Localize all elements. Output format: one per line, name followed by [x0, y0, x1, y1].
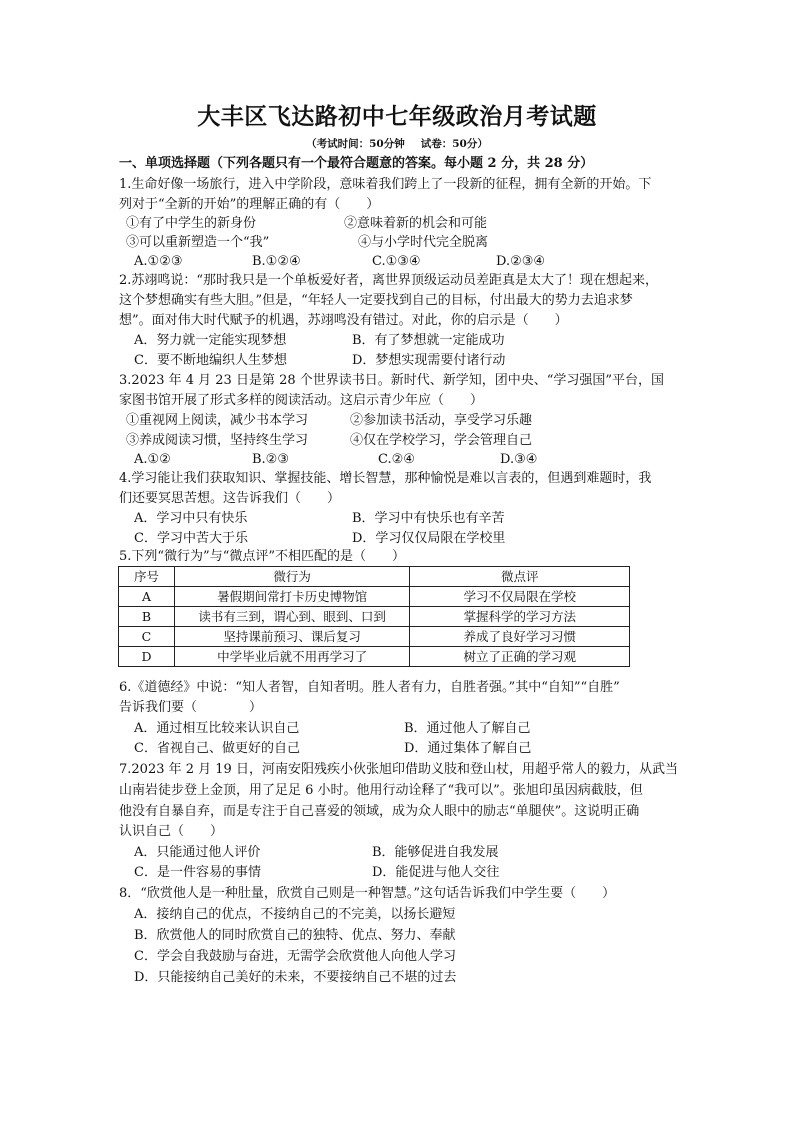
- exam-score: 试卷：50分）: [420, 138, 488, 150]
- table-header: 微点评: [410, 567, 630, 587]
- q4-option-b: B．学习中有快乐也有辛苦: [352, 511, 505, 526]
- table-header-row: [119, 567, 630, 587]
- q3-option-b: B.②③: [252, 452, 289, 467]
- table-row: [119, 647, 630, 667]
- table-row: [119, 607, 630, 627]
- q7-option-b: B．能够促进自我发展: [372, 845, 499, 860]
- q2-option-a: A．努力就一定能实现梦想: [134, 333, 287, 348]
- section-heading: 一、单项选择题（下列各题只有一个最符合题意的答案。每小题 2 分，共 28 分）: [119, 156, 594, 171]
- q4-option-a: A．学习中只有快乐: [134, 511, 248, 526]
- q7-option-c: C．是一件容易的事情: [134, 865, 261, 880]
- q8-option-b: B．欣赏他人的同时欣赏自己的独特、优点、努力、奉献: [134, 928, 456, 943]
- table-row: [119, 627, 630, 647]
- q1-statement-2: ②意味着新的机会和可能: [344, 216, 488, 231]
- q3-statement-4: ④仅在学校学习，学会管理自己: [350, 433, 533, 448]
- q2-option-d: D．梦想实现需要付诸行动: [352, 353, 506, 368]
- q4-option-c: C．学习中苦大于乐: [134, 531, 248, 546]
- question-7-line-2: 山南岩徒步登上金顶，用了足足 6 小时。他用行动诠释了“我可以”。张旭印虽因病截肢，但: [119, 783, 643, 798]
- question-5-line-1: 5.下列“微行为”与“微点评”不相匹配的是（ ）: [119, 549, 405, 564]
- q6-option-c: C．省视自己、做更好的自己: [134, 741, 300, 756]
- q1-option-a: A.①②③: [134, 254, 183, 269]
- q3-statement-2: ②参加读书活动，享受学习乐趣: [350, 413, 533, 428]
- q6-option-b: B．通过他人了解自己: [404, 721, 531, 736]
- table-header: 微行为: [174, 567, 410, 587]
- q6-option-d: D．通过集体了解自己: [404, 741, 532, 756]
- q1-statement-1: ①有了中学生的新身份: [126, 216, 257, 231]
- table-cell: 暑假期间常打卡历史博物馆: [174, 587, 410, 607]
- q4-option-d: D．学习仅仅局限在学校里: [352, 531, 506, 546]
- question-6-line-1: 6.《道德经》中说：“知人者智，自知者明。胜人者有力，自胜者强。”其中“自知”“自胜”: [119, 680, 620, 695]
- table-cell: 坚持课前预习、课后复习: [174, 627, 410, 647]
- q3-option-d: D.③④: [500, 452, 538, 467]
- question-1-line-2: 列对于“全新的开始”的理解正确的有（ ）: [119, 197, 380, 212]
- table-cell: 学习不仅局限在学校: [410, 587, 630, 607]
- q8-option-d: D．只能接纳自己美好的未来，不要接纳自己不堪的过去: [134, 970, 457, 985]
- table-cell: A: [119, 587, 175, 607]
- q1-option-c: C.①③④: [372, 254, 421, 269]
- table-row: [119, 587, 630, 607]
- question-2-line-1: 2.苏翊鸣说：“那时我只是一个单板爱好者，离世界顶级运动员差距真是太大了！现在想起来，: [119, 273, 659, 288]
- table-cell: D: [119, 647, 175, 667]
- table-cell: 树立了正确的学习观: [410, 647, 630, 667]
- question-3-line-2: 家图书馆开展了形式多样的阅读活动。这启示青少年应（ ）: [119, 393, 484, 408]
- question-3-line-1: 3.2023 年 4 月 23 日是第 28 个世界读书日。新时代、新学知，团中央、“学习强国”平台，国: [119, 373, 665, 388]
- question-1-line-1: 1.生命好像一场旅行，进入中学阶段，意味着我们跨上了一段新的征程，拥有全新的开始。下: [119, 177, 652, 192]
- q7-option-d: D．能促进与他人交往: [372, 865, 500, 880]
- exam-time: （考试时间：50分钟: [306, 138, 405, 150]
- q1-option-d: D.②③④: [496, 254, 546, 269]
- question-7-line-4: 认识自己（ ）: [119, 824, 224, 839]
- q3-statement-3: ③养成阅读习惯，坚持终生学习: [126, 433, 309, 448]
- question-7-line-3: 他没有自暴自弃，而是专注于自己喜爱的领域，成为众人眼中的励志“单腿侠”。这说明正确: [119, 804, 640, 819]
- q2-option-b: B．有了梦想就一定能成功: [352, 333, 505, 348]
- table-cell: 掌握科学的学习方法: [410, 607, 630, 627]
- q3-option-c: C.②④: [378, 452, 415, 467]
- q5-table: [118, 566, 630, 667]
- q1-statement-3: ③可以重新塑造一个“我”: [126, 235, 270, 250]
- question-2-line-3: 想”。面对伟大时代赋予的机遇，苏翊鸣没有错过。对此，你的启示是（ ）: [119, 313, 568, 328]
- question-2-line-2: 这个梦想确实有些大胆。”但是，“年轻人一定要找到自己的目标，付出最大的势力去追求梦: [119, 293, 633, 308]
- table-cell: C: [119, 627, 175, 647]
- q1-option-b: B.①②④: [252, 254, 301, 269]
- question-6-line-2: 告诉我们要（ ）: [119, 700, 263, 715]
- table-cell: 养成了良好学习习惯: [410, 627, 630, 647]
- q8-option-c: C．学会自我鼓励与奋进，无需学会欣赏他人向他人学习: [134, 949, 456, 964]
- q6-option-a: A．通过相互比较来认识自己: [134, 721, 300, 736]
- table-cell: 读书有三到，谓心到、眼到、口到: [174, 607, 410, 627]
- q7-option-a: A．只能通过他人评价: [134, 845, 261, 860]
- question-4-line-1: 4.学习能让我们获取知识、掌握技能、增长智慧，那种愉悦是难以言表的，但遇到难题时，我: [119, 471, 652, 486]
- q1-statement-4: ④与小学时代完全脱离: [358, 235, 489, 250]
- exam-info: [0, 136, 794, 151]
- question-4-line-2: 们还要冥思苦想。这告诉我们（ ）: [119, 491, 341, 506]
- table-header: 序号: [119, 567, 175, 587]
- q2-option-c: C．要不断地编织人生梦想: [134, 353, 287, 368]
- table-cell: B: [119, 607, 175, 627]
- question-8-line-1: 8．“欣赏他人是一种肚量，欣赏自己则是一种智慧。”这句话告诉我们中学生要（ ）: [119, 886, 616, 901]
- q3-option-a: A.①②: [134, 452, 171, 467]
- q8-option-a: A．接纳自己的优点，不接纳自己的不完美，以扬长避短: [134, 907, 456, 922]
- table-cell: 中学毕业后就不用再学习了: [174, 647, 410, 667]
- question-7-line-1: 7.2023 年 2 月 19 日，河南安阳残疾小伙张旭印借助义肢和登山杖，用超乎常人的毅力，从武当: [119, 762, 678, 777]
- q3-statement-1: ①重视网上阅读，减少书本学习: [126, 413, 309, 428]
- page-title: 大丰区飞达路初中七年级政治月考试题: [197, 104, 597, 130]
